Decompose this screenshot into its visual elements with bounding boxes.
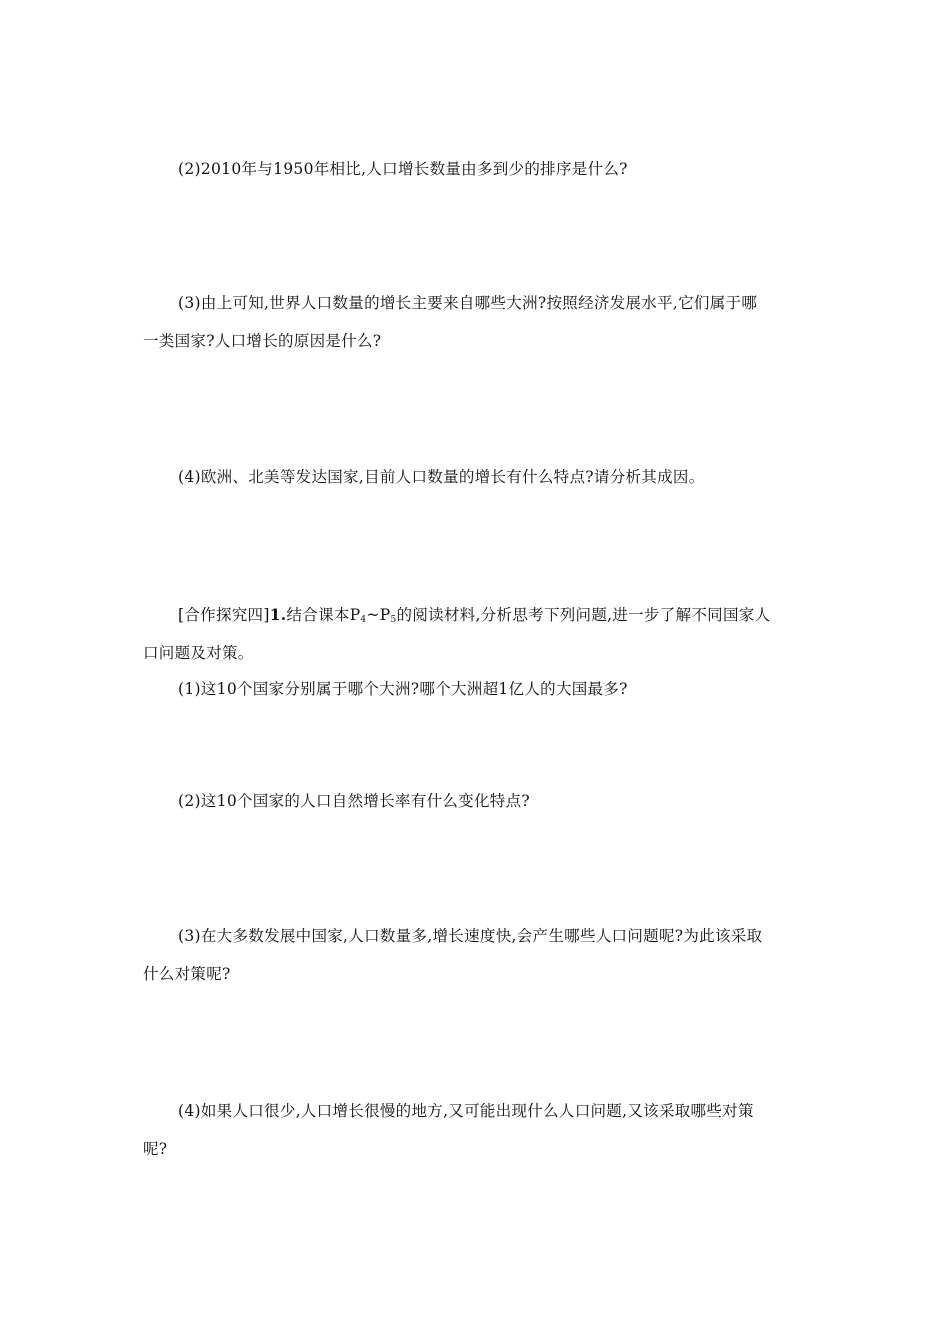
sub-question-3-text-line2: 什么对策呢? [143, 965, 231, 983]
cooperative-inquiry-4-intro-line2: 口问题及对策。 [143, 644, 254, 662]
cooperative-inquiry-4-intro [178, 603, 770, 625]
range-tilde: ~ [366, 606, 380, 624]
sub-question-4-text-line1: (4)如果人口很少,人口增长很慢的地方,又可能出现什么人口问题,又该采取哪些对策 [178, 1102, 754, 1120]
question-3-text-line2: 一类国家?人口增长的原因是什么? [143, 332, 382, 350]
question-3-text-line1: (3)由上可知,世界人口数量的增长主要来自哪些大洲?按照经济发展水平,它们属于哪 [178, 294, 758, 312]
page-ref-end: $P_5$ [379, 606, 397, 625]
sub-question-1-text: (1)这10个国家分别属于哪个大洲?哪个大洲超1亿人的大国最多? [178, 680, 628, 698]
page-ref-start: $P_4$ [349, 606, 367, 625]
section-label: [合作探究四] [178, 606, 270, 624]
intro-text-b: 的阅读材料,分析思考下列问题,进一步了解不同国家人 [396, 606, 771, 624]
question-4-text: (4)欧洲、北美等发达国家,目前人口数量的增长有什么特点?请分析其成因。 [178, 468, 705, 486]
intro-text-a: 结合课本 [286, 606, 350, 624]
item-number: 1. [269, 605, 287, 624]
sub-question-3-text-line1: (3)在大多数发展中国家,人口数量多,增长速度快,会产生哪些人口问题呢?为此该采取 [178, 927, 763, 945]
sub-question-4-text-line2: 呢? [143, 1140, 168, 1158]
question-2-text: (2)2010年与1950年相比,人口增长数量由多到少的排序是什么? [178, 160, 628, 178]
sub-question-2-text: (2)这10个国家的人口自然增长率有什么变化特点? [178, 792, 530, 810]
